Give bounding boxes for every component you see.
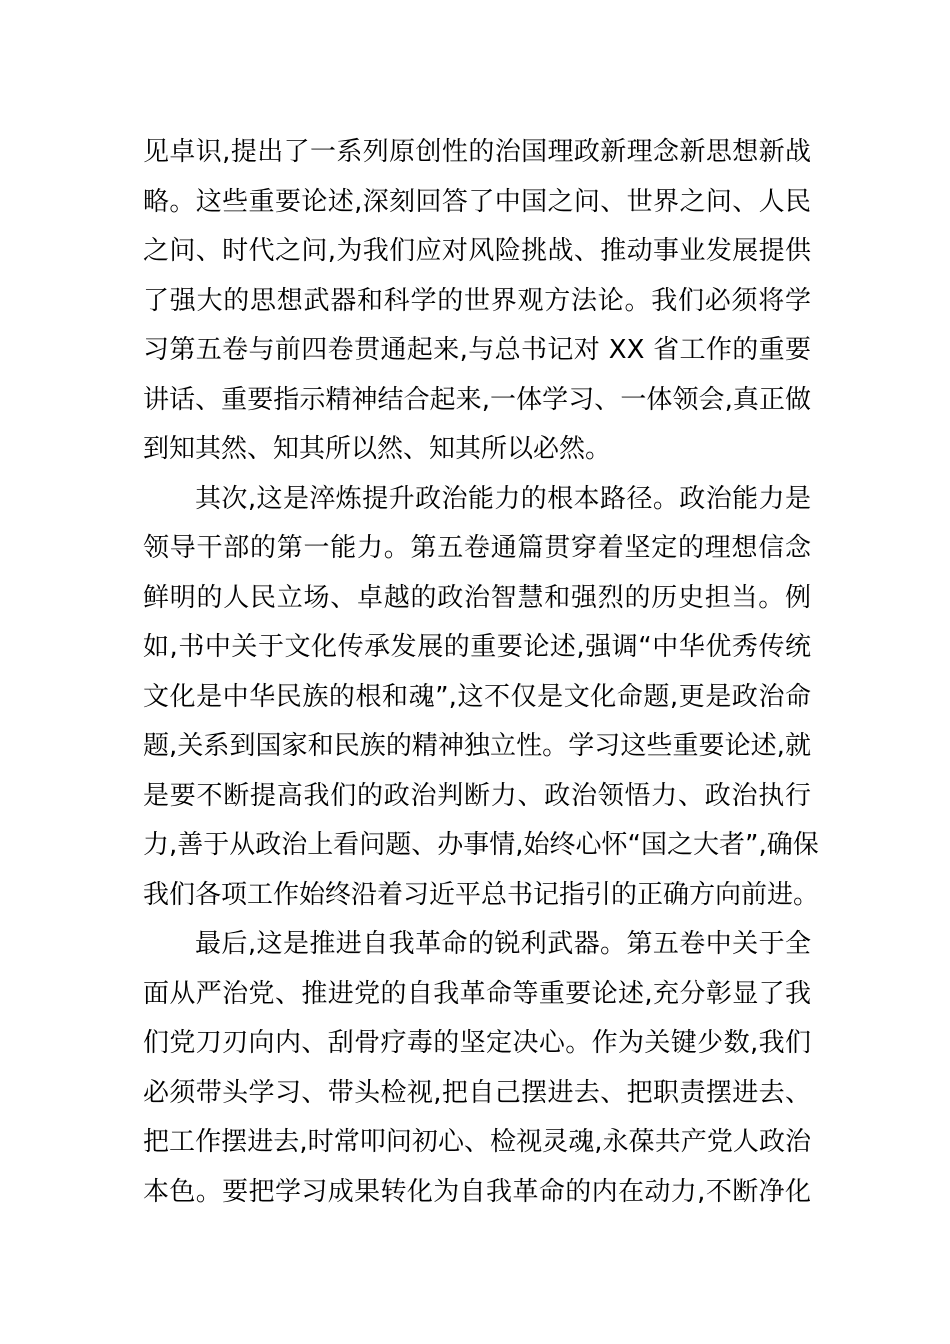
paragraph-line: 本色。要把学习成果转化为自我革命的内在动力,不断净化 xyxy=(143,1176,811,1207)
paragraph-line: 我们各项工作始终沿着习近平总书记指引的正确方向前进。 xyxy=(143,879,820,910)
paragraph-line: 最后,这是推进自我革命的锐利武器。第五卷中关于全 xyxy=(195,929,811,959)
paragraph-line: 了强大的思想武器和科学的世界观方法论。我们必须将学 xyxy=(143,285,811,316)
body-text xyxy=(143,128,820,1217)
paragraph-line: 们党刀刃向内、刮骨疗毒的坚定决心。作为关键少数,我们 xyxy=(143,1028,811,1058)
paragraph-line: 领导干部的第一能力。第五卷通篇贯穿着坚定的理想信念 xyxy=(143,533,811,563)
paragraph-line: 习第五卷与前四卷贯通起来,与总书记对 XX 省工作的重要 xyxy=(143,335,811,365)
paragraph-line: 略。这些重要论述,深刻回答了中国之问、世界之问、人民 xyxy=(143,186,811,217)
paragraph-line: 见卓识,提出了一系列原创性的治国理政新理念新思想新战 xyxy=(143,137,811,167)
paragraph-line: 面从严治党、推进党的自我革命等重要论述,充分彰显了我 xyxy=(143,978,811,1009)
paragraph-2 xyxy=(143,475,820,921)
paragraph-line: 把工作摆进去,时常叩问初心、检视灵魂,永葆共产党人政治 xyxy=(143,1127,811,1157)
paragraph-line: 到知其然、知其所以然、知其所以必然。 xyxy=(143,434,612,464)
paragraph-line: 题,关系到国家和民族的精神独立性。学习这些重要论述,就 xyxy=(143,731,811,761)
paragraph-line: 鲜明的人民立场、卓越的政治智慧和强烈的历史担当。例 xyxy=(143,582,811,613)
paragraph-line: 是要不断提高我们的政治判断力、政治领悟力、政治执行 xyxy=(143,780,811,811)
paragraph-line: 讲话、重要指示精神结合起来,一体学习、一体领会,真正做 xyxy=(143,384,811,415)
paragraph-1 xyxy=(143,128,811,475)
paragraph-line: 如,书中关于文化传承发展的重要论述,强调“中华优秀传统 xyxy=(143,632,811,662)
paragraph-3 xyxy=(143,920,811,1217)
paragraph-line: 力,善于从政治上看问题、办事情,始终心怀“国之大者”,确保 xyxy=(143,830,819,860)
paragraph-line: 文化是中华民族的根和魂”,这不仅是文化命题,更是政治命 xyxy=(143,681,811,712)
paragraph-line: 必须带头学习、带头检视,把自己摆进去、把职责摆进去、 xyxy=(143,1077,811,1108)
paragraph-line: 其次,这是淬炼提升政治能力的根本路径。政治能力是 xyxy=(195,483,811,514)
paragraph-line: 之问、时代之问,为我们应对风险挑战、推动事业发展提供 xyxy=(143,236,811,266)
